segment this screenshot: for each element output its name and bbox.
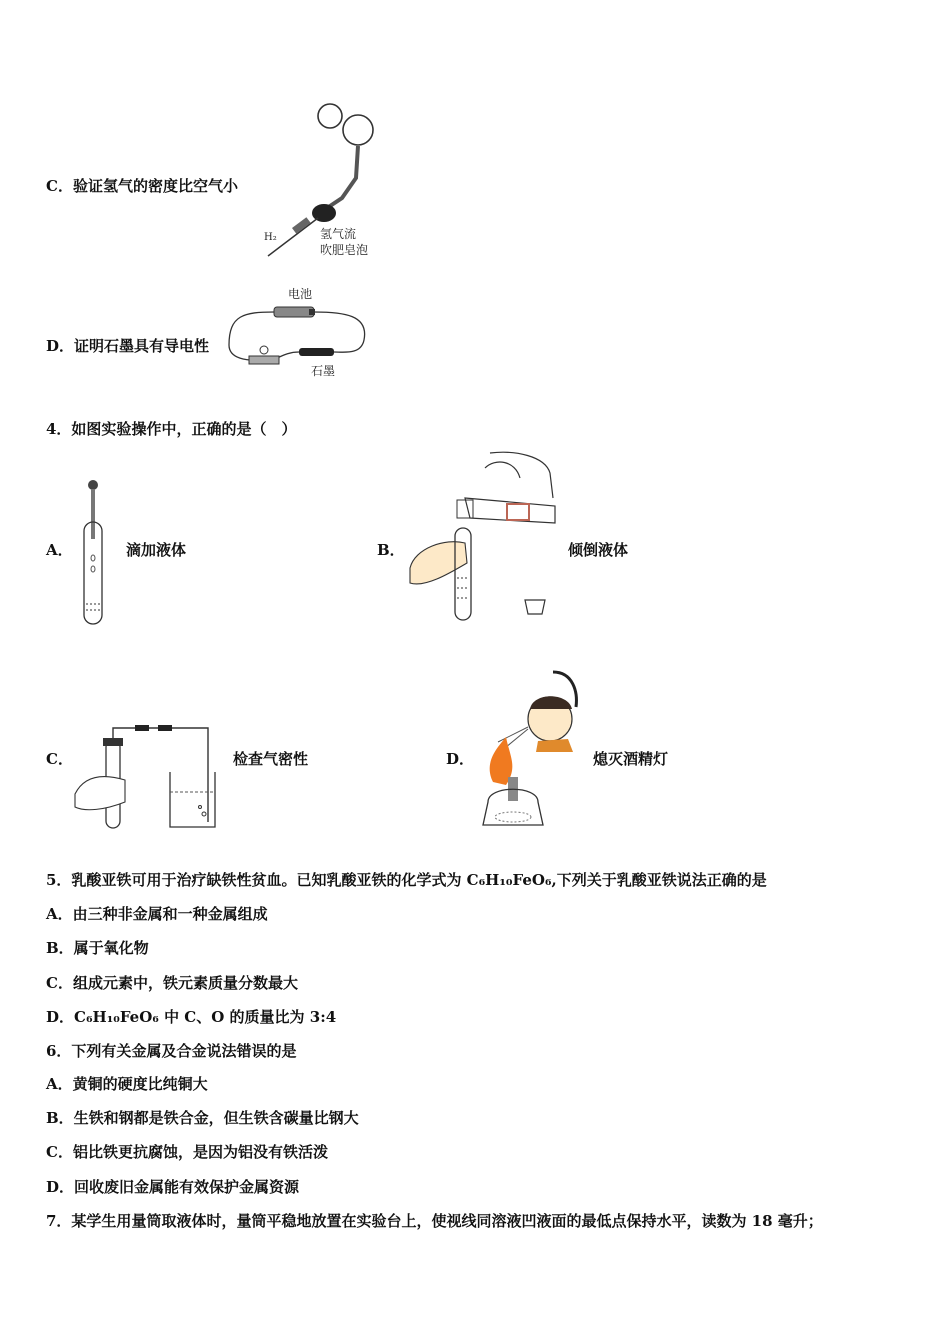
q5-option-d-formula: C₆H₁₀FeO₆ — [74, 1008, 159, 1026]
q4-option-a-caption: 滴加液体 — [126, 541, 187, 559]
q5-option-a: A．由三种非金属和一种金属组成 — [46, 905, 268, 923]
q6-option-a: A．黄铜的硬度比纯铜大 — [46, 1075, 208, 1093]
graphite-label: 石墨 — [311, 364, 336, 378]
q4-option-c-letter: C． — [46, 750, 73, 768]
q4-option-c-caption: 检查气密性 — [233, 750, 309, 768]
q4-option-a-letter: A． — [46, 541, 73, 559]
q6-stem: 6．下列有关金属及合金说法错误的是 — [46, 1042, 297, 1060]
q5-option-c: C．组成元素中，铁元素质量分数最大 — [46, 974, 298, 992]
blow-bubble-label: 吹肥皂泡 — [320, 243, 369, 257]
graphite-circuit-figure — [224, 300, 374, 375]
q5-option-b: B．属于氧化物 — [46, 939, 149, 957]
q5-stem — [46, 871, 767, 889]
q5-formula: C₆H₁₀FeO₆ — [466, 871, 552, 889]
q5-option-d — [46, 1008, 336, 1026]
q4-option-d-caption: 熄灭酒精灯 — [593, 750, 669, 768]
q4-option-b-letter: B． — [377, 541, 405, 559]
h2-label: H₂ — [264, 232, 277, 243]
dropper-test-tube-figure — [78, 476, 108, 628]
q3-option-c: C．验证氢气的密度比空气小 — [46, 177, 238, 195]
q5-option-d-text: 中 C、O 的质量比为 3:4 — [158, 1008, 337, 1026]
pouring-liquid-figure — [405, 448, 565, 626]
q3-option-d: D．证明石墨具有导电性 — [46, 337, 210, 355]
airtightness-check-figure — [70, 722, 220, 832]
battery-label: 电池 — [288, 287, 313, 301]
q4-option-b-caption: 倾倒液体 — [568, 541, 629, 559]
q6-option-c: C．铝比铁更抗腐蚀，是因为铝没有铁活泼 — [46, 1143, 328, 1161]
q5-option-d-prefix: D． — [46, 1008, 75, 1026]
q5-stem-pre: 5．乳酸亚铁可用于治疗缺铁性贫血。已知乳酸亚铁的化学式为 — [46, 871, 467, 889]
q6-option-d: D．回收废旧金属能有效保护金属资源 — [46, 1178, 300, 1196]
hydrogen-flow-label: 氢气流 — [320, 227, 357, 241]
q6-option-b: B．生铁和钢都是铁合金，但生铁含碳量比钢大 — [46, 1109, 359, 1127]
q4-stem: 4．如图实验操作中，正确的是（ ） — [46, 420, 297, 438]
q7-stem: 7．某学生用量筒取液体时，量筒平稳地放置在实验台上，使视线同溶液凹液面的最低点保持水平，读数为 18 毫升； — [46, 1212, 823, 1230]
q5-stem-post: ,下列关于乳酸亚铁说法正确的是 — [551, 871, 767, 889]
blowing-alcohol-lamp-figure — [478, 667, 590, 835]
q4-option-d-letter: D． — [446, 750, 475, 768]
